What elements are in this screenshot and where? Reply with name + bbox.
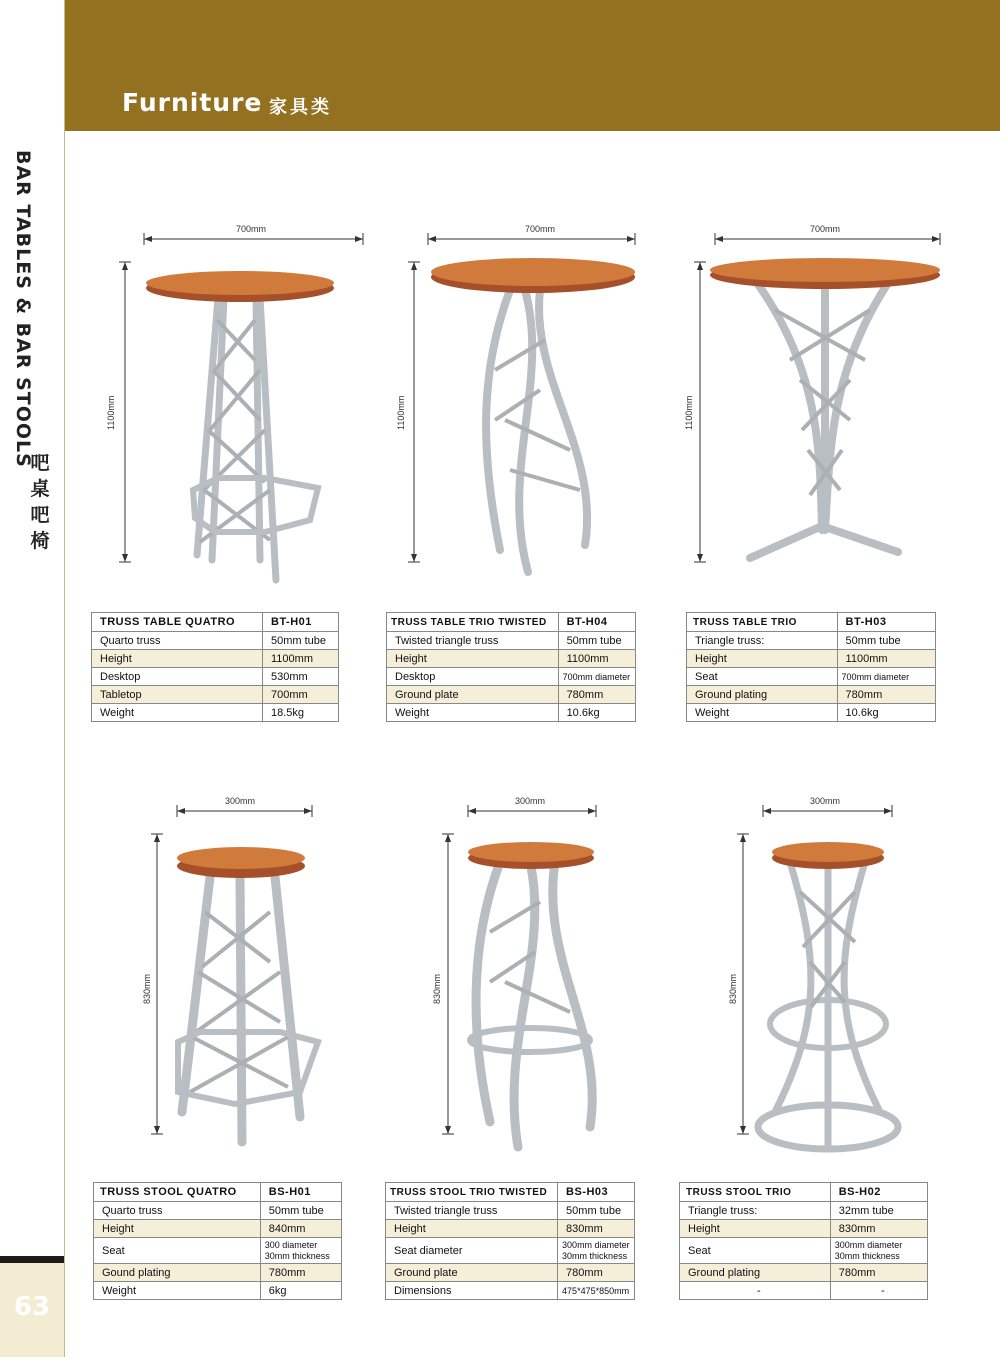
product-stool-trio bbox=[725, 792, 925, 1172]
spec-value: 530mm bbox=[263, 668, 339, 686]
spec-value: 840mm bbox=[260, 1220, 341, 1238]
sidebar-title-en: BAR TABLES & BAR STOOLS bbox=[12, 150, 34, 468]
product-code: BT-H03 bbox=[837, 613, 935, 632]
spec-label: Height bbox=[680, 1220, 831, 1238]
spec-label: Desktop bbox=[387, 668, 559, 686]
spec-table-stool-quatro bbox=[93, 1182, 342, 1300]
spec-value: 1100mm bbox=[263, 650, 339, 668]
product-code: BS-H02 bbox=[830, 1183, 927, 1202]
spec-value: 780mm bbox=[260, 1264, 341, 1282]
spec-value: 10.6kg bbox=[558, 704, 635, 722]
product-stool-quatro bbox=[140, 792, 340, 1172]
spec-label: Twisted triangle truss bbox=[386, 1202, 558, 1220]
page-number: 63 bbox=[13, 1292, 51, 1322]
spec-label: Ground plate bbox=[386, 1264, 558, 1282]
spec-value: 830mm bbox=[830, 1220, 927, 1238]
stool-trio-twisted-illustration bbox=[430, 792, 630, 1172]
height-dimension-label: 1100mm bbox=[396, 395, 406, 430]
spec-label: Height bbox=[94, 1220, 261, 1238]
spec-value: 780mm bbox=[558, 1264, 635, 1282]
spec-label: Dimensions bbox=[386, 1282, 558, 1300]
spec-label: Height bbox=[92, 650, 263, 668]
spec-value-line: 30mm thickness bbox=[562, 1250, 628, 1261]
height-dimension-label: 830mm bbox=[432, 973, 442, 1004]
spec-label: Ground plating bbox=[680, 1264, 831, 1282]
spec-label: Seat diameter bbox=[386, 1238, 558, 1264]
sidebar-title-cn-char: 桌 bbox=[30, 478, 50, 500]
height-dimension-label: 1100mm bbox=[684, 395, 694, 430]
spec-table-stool-trio bbox=[679, 1182, 928, 1300]
spec-label: Ground plating bbox=[687, 686, 838, 704]
stool-trio-illustration bbox=[725, 792, 925, 1172]
spec-value: 1100mm bbox=[558, 650, 635, 668]
spec-value: 780mm bbox=[830, 1264, 927, 1282]
product-table-quatro bbox=[100, 220, 380, 590]
spec-value: 32mm tube bbox=[830, 1202, 927, 1220]
spec-value-line: 30mm thickness bbox=[834, 1250, 900, 1261]
spec-value: 6kg bbox=[260, 1282, 341, 1300]
spec-label: Tabletop bbox=[92, 686, 263, 704]
product-code: BS-H01 bbox=[260, 1183, 341, 1202]
spec-value: 50mm tube bbox=[263, 632, 339, 650]
spec-value: 10.6kg bbox=[837, 704, 935, 722]
product-table-trio-twisted bbox=[396, 220, 650, 590]
spec-value-line: 300mm diameter bbox=[562, 1239, 630, 1250]
page-number-bar bbox=[0, 1256, 64, 1263]
spec-value: 1100mm bbox=[837, 650, 935, 668]
width-dimension-label: 700mm bbox=[525, 224, 556, 234]
spec-table-table-quatro bbox=[91, 612, 339, 722]
sidebar-divider bbox=[64, 0, 65, 1357]
product-code: BT-H04 bbox=[558, 613, 635, 632]
spec-label: Triangle truss: bbox=[687, 632, 838, 650]
table-trio-illustration bbox=[690, 220, 950, 590]
spec-value: - bbox=[830, 1282, 927, 1300]
product-name: TRUSS TABLE QUATRO bbox=[92, 613, 263, 632]
page-title-cn: 家具类 bbox=[269, 97, 332, 118]
spec-label: Gound plating bbox=[94, 1264, 261, 1282]
height-dimension-label: 830mm bbox=[728, 973, 738, 1004]
spec-label: Height bbox=[387, 650, 559, 668]
spec-label: Desktop bbox=[92, 668, 263, 686]
spec-value: 780mm bbox=[558, 686, 635, 704]
spec-value: 700mm diameter bbox=[837, 668, 935, 686]
spec-label: Quarto truss bbox=[92, 632, 263, 650]
spec-value: 700mm diameter bbox=[558, 668, 635, 686]
table-quatro-illustration bbox=[100, 220, 380, 590]
spec-value bbox=[558, 1238, 635, 1264]
product-name: TRUSS TABLE TRIO TWISTED bbox=[387, 613, 559, 632]
spec-label: - bbox=[680, 1282, 831, 1300]
spec-label: Weight bbox=[387, 704, 559, 722]
product-code: BT-H01 bbox=[263, 613, 339, 632]
spec-value: 50mm tube bbox=[558, 1202, 635, 1220]
header-banner bbox=[65, 0, 1000, 131]
spec-label: Ground plate bbox=[387, 686, 559, 704]
spec-value bbox=[830, 1238, 927, 1264]
spec-label: Seat bbox=[687, 668, 838, 686]
product-name: TRUSS STOOL TRIO TWISTED bbox=[386, 1183, 558, 1202]
spec-value: 700mm bbox=[263, 686, 339, 704]
sidebar-title-cn-char: 椅 bbox=[30, 530, 50, 552]
height-dimension-label: 1100mm bbox=[106, 395, 116, 430]
width-dimension-label: 300mm bbox=[515, 796, 546, 806]
spec-label: Weight bbox=[92, 704, 263, 722]
width-dimension-label: 700mm bbox=[810, 224, 841, 234]
spec-value: 780mm bbox=[837, 686, 935, 704]
sidebar-title-cn-char: 吧 bbox=[30, 504, 50, 526]
spec-value: 475*475*850mm bbox=[558, 1282, 635, 1300]
spec-table-table-trio bbox=[686, 612, 936, 722]
spec-label: Height bbox=[386, 1220, 558, 1238]
width-dimension-label: 300mm bbox=[225, 796, 256, 806]
table-trio-twisted-illustration bbox=[400, 220, 650, 590]
product-table-trio bbox=[684, 220, 950, 590]
width-dimension-label: 700mm bbox=[236, 224, 267, 234]
spec-label: Triangle truss: bbox=[680, 1202, 831, 1220]
spec-label: Quarto truss bbox=[94, 1202, 261, 1220]
width-dimension-label: 300mm bbox=[810, 796, 841, 806]
spec-value: 50mm tube bbox=[837, 632, 935, 650]
spec-label: Seat bbox=[680, 1238, 831, 1264]
product-code: BS-H03 bbox=[558, 1183, 635, 1202]
spec-value: 50mm tube bbox=[260, 1202, 341, 1220]
spec-value-line: 300mm diameter bbox=[834, 1239, 903, 1250]
spec-value: 50mm tube bbox=[558, 632, 635, 650]
spec-label: Twisted triangle truss bbox=[387, 632, 559, 650]
spec-label: Weight bbox=[94, 1282, 261, 1300]
spec-value-line: 30mm thickness bbox=[264, 1250, 330, 1261]
spec-value bbox=[260, 1238, 341, 1264]
spec-label: Height bbox=[687, 650, 838, 668]
height-dimension-label: 830mm bbox=[142, 973, 152, 1004]
spec-value: 18.5kg bbox=[263, 704, 339, 722]
page-title: Furniture bbox=[122, 88, 263, 117]
spec-label: Weight bbox=[687, 704, 838, 722]
spec-value-line: 300 diameter bbox=[264, 1239, 318, 1250]
spec-value: 830mm bbox=[558, 1220, 635, 1238]
spec-label: Seat bbox=[94, 1238, 261, 1264]
product-stool-trio-twisted bbox=[430, 792, 630, 1172]
product-name: TRUSS STOOL QUATRO bbox=[94, 1183, 261, 1202]
spec-table-stool-trio-twisted bbox=[385, 1182, 635, 1300]
sidebar-title-cn-char: 吧 bbox=[30, 452, 50, 474]
product-name: TRUSS TABLE TRIO bbox=[687, 613, 838, 632]
sidebar-title-cn bbox=[28, 450, 52, 554]
spec-table-table-trio-twisted bbox=[386, 612, 636, 722]
product-name: TRUSS STOOL TRIO bbox=[680, 1183, 831, 1202]
stool-quatro-illustration bbox=[140, 792, 340, 1172]
